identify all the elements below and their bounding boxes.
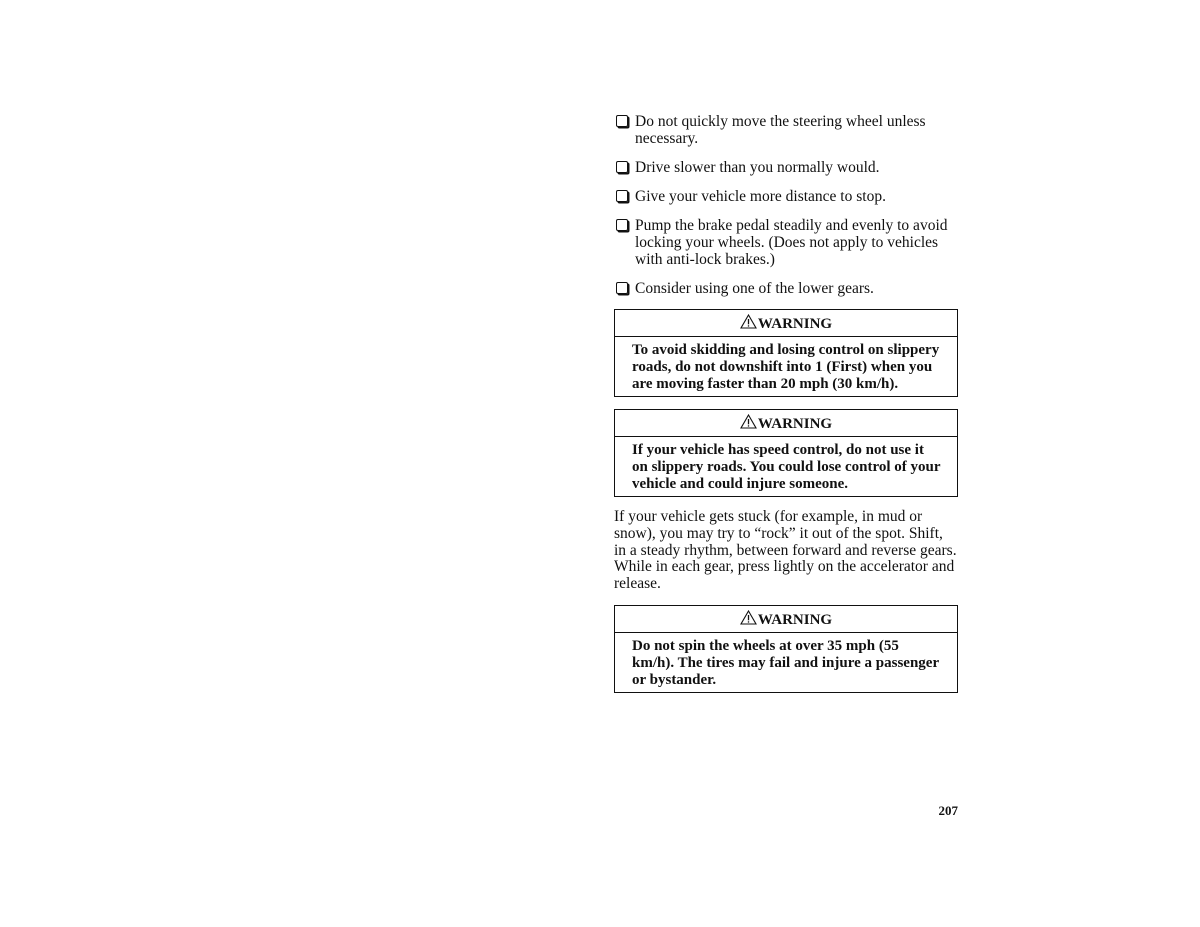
warning-title: WARNING <box>757 611 833 628</box>
warning-title: WARNING <box>757 316 833 332</box>
list-item <box>614 188 958 205</box>
page-column <box>614 113 958 705</box>
warning-box <box>614 309 958 397</box>
bullet-text: Pump the brake pedal steadily and evenly to avoid locking your wheels. (Does not apply to vehicles with anti-lock brakes.) <box>635 217 948 268</box>
warning-triangle-icon <box>740 610 757 625</box>
checkbox-icon <box>616 190 628 202</box>
bullet-text: Consider using one of the lower gears. <box>635 280 874 297</box>
warning-text: Do not spin the wheels at over 35 mph (55 km/h). The tires may fail and injure a passenger or bystander. <box>632 637 939 688</box>
list-item <box>614 113 958 147</box>
bullet-list <box>614 113 958 297</box>
bullet-text: Drive slower than you normally would. <box>635 159 880 176</box>
warning-title: WARNING <box>757 416 833 432</box>
warning-triangle-icon <box>740 414 757 429</box>
bullet-text: Give your vehicle more distance to stop. <box>635 188 886 205</box>
checkbox-icon <box>616 219 628 231</box>
list-item <box>614 217 958 268</box>
warning-text: To avoid skidding and losing control on slippery roads, do not downshift into 1 (First) when you are moving faster than 20 mph (30 km/h). <box>632 342 940 392</box>
warning-header <box>615 606 957 633</box>
checkbox-icon <box>616 282 628 294</box>
warning-header <box>615 310 957 337</box>
warning-box <box>614 605 958 693</box>
page-number: 207 <box>938 803 958 818</box>
warning-text: If your vehicle has speed control, do not use it on slippery roads. You could lose control of your vehicle and could injure someone. <box>632 442 941 492</box>
checkbox-icon <box>616 161 628 173</box>
bullet-text: Do not quickly move the steering wheel unless necessary. <box>635 113 926 147</box>
warning-triangle-icon <box>740 314 757 329</box>
list-item <box>614 159 958 176</box>
list-item <box>614 280 958 297</box>
body-paragraph: If your vehicle gets stuck (for example, in mud or snow), you may try to “rock” it out of the spot. Shift, in a steady rhythm, between forward and reverse gears. While in each gear, press lightly on the accelerator and release. <box>614 508 957 593</box>
checkbox-icon <box>616 115 628 127</box>
warning-box <box>614 409 958 497</box>
warning-header <box>615 410 957 437</box>
